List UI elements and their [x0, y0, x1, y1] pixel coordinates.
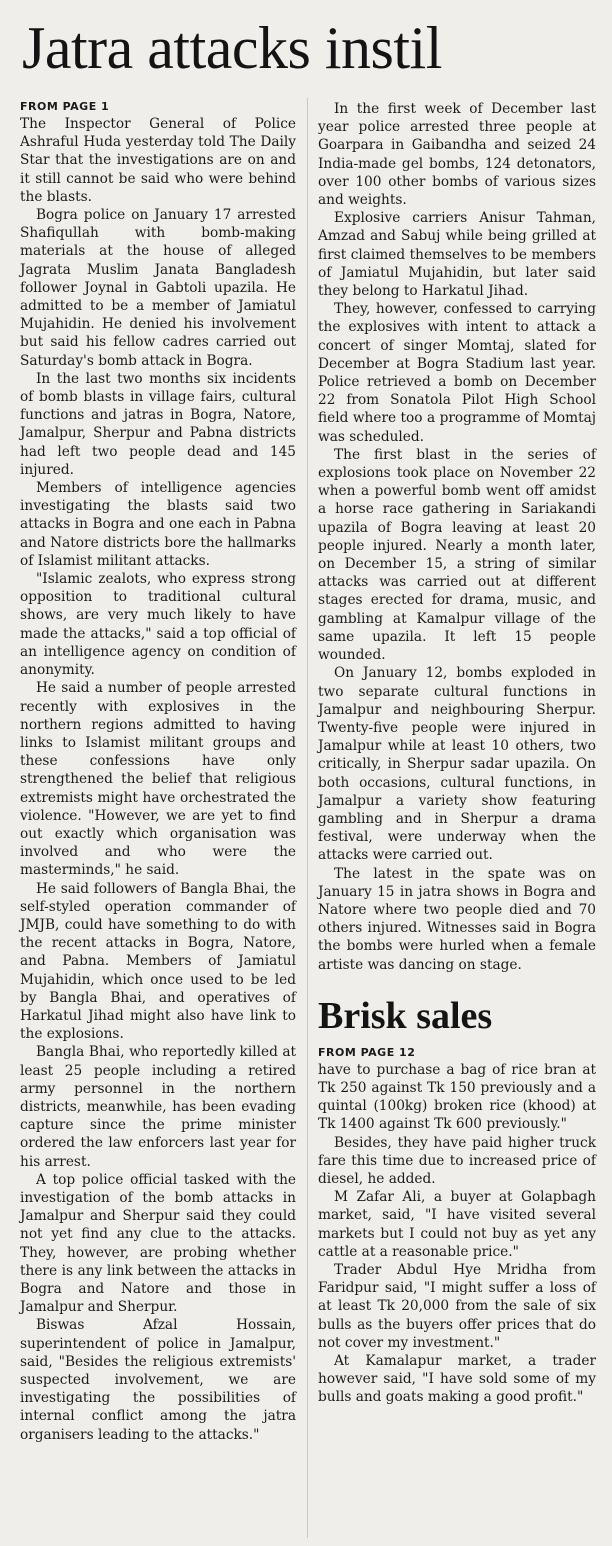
paragraph: Bangla Bhai, who reportedly killed at least 25 people including a retired army personnel in the northern districts, meanwhile, has been evading capture since the prime minister ordered the law enforcers last year for his arrest.: [20, 1044, 296, 1170]
paragraph: Bogra police on January 17 arrested Shafiqullah with bomb-making materials at the house of alleged Jagrata Muslim Janata Bangladesh follower Joynal in Gabtoli upazila. He admitted to be a member of Jamiatul Mujahidin. He denied his involvement but said his fellow cadres carried out Saturday's bomb attack in Bogra.: [20, 207, 296, 369]
headline: Jatra attacks instil: [22, 15, 442, 81]
second-story-headline: Brisk sales: [318, 994, 493, 1037]
paragraph: At Kamalapur market, a trader however said, "I have sold some of my bulls and goats making a good profit.": [318, 1353, 596, 1406]
paragraph: He said a number of people arrested recently with explosives in the northern regions admitted to having links to Islamist militant groups and these confessions have only strengthened the belief that religious extremists might have orchestrated the violence. "However, we are yet to find out exactly which organisation was involved and who were the masterminds," he said.: [20, 680, 296, 879]
paragraph: Explosive carriers Anisur Tahman, Amzad and Sabuj while being grilled at first claimed themselves to be members of Jamiatul Mujahidin, but later said they belong to Harkatul Jihad.: [318, 210, 596, 300]
paragraph: In the first week of December last year police arrested three people at Goarpara in Gaibandha and seized 24 India-made gel bombs, 124 detonators, over 100 other bombs of various sizes and weights.: [318, 101, 596, 209]
paragraph: The latest in the spate was on January 15 in jatra shows in Bogra and Natore where two people died and 70 others injured. Witnesses said in Bogra the bombs were hurled when a female artiste was dancing on stage.: [318, 865, 596, 973]
paragraph: M Zafar Ali, a buyer at Golapbagh market, said, "I have visited several markets but I could not buy as yet any cattle at a reasonable price.": [318, 1189, 596, 1260]
paragraph: Besides, they have paid higher truck fare this time due to increased price of diesel, he added.: [318, 1134, 596, 1187]
second-story-kicker: FROM PAGE 12: [318, 1045, 416, 1059]
paragraph: have to purchase a bag of rice bran at Tk 250 against Tk 150 previously and a quintal (100kg) broken rice (khood) at Tk 1400 against Tk 600 previously.": [318, 1061, 596, 1133]
paragraph: A top police official tasked with the investigation of the bomb attacks in Jamalpur and Sherpur said they could not yet find any clue to the attacks. They, however, are probing whether there is any link between the attacks in Bogra and Natore and those in Jamalpur and Sherpur.: [20, 1171, 296, 1316]
column-divider: [307, 98, 308, 1538]
paragraph: Trader Abdul Hye Mridha from Faridpur said, "I might suffer a loss of at least Tk 20,000 from the sale of six bulls as the buyers offer prices that do not cover my investment.": [318, 1261, 596, 1351]
paragraph: Members of intelligence agencies investigating the blasts said two attacks in Bogra and one each in Pabna and Natore districts bore the hallmarks of Islamist militant attacks.: [20, 480, 296, 569]
story-left-column: [20, 100, 296, 1444]
paragraph: The Inspector General of Police Ashraful Huda yesterday told The Daily Star that the investigations are on and it still cannot be said who were behind the blasts.: [20, 116, 296, 205]
paragraph: "Islamic zealots, who express strong opposition to traditional cultural shows, are very much likely to have made the attacks," said a top official of an intelligence agency on condition of anonymity.: [20, 571, 296, 679]
paragraph: On January 12, bombs exploded in two separate cultural functions in Jamalpur and neighbouring Sherpur. Twenty-five people were injured in Jamalpur while at least 10 others, two critically, in Sherpur sadar upazila. On both occasions, cultural functions, in Jamalpur a variety show featuring gambling and in Sherpur a drama festival, were underway when the attacks were carried out.: [318, 665, 596, 864]
story-kicker: FROM PAGE 1: [20, 100, 110, 113]
paragraph: The first blast in the series of explosions took place on November 22 when a powerful bomb went off amidst a horse race gathering in Sariakandi upazila of Bogra leaving at least 20 people injured. Nearly a month later, on December 15, a string of similar attacks was carried out at different stages erected for drama, music, and gambling at Kamalpur village of the same upazila. It left 15 people wounded.: [318, 446, 596, 664]
paragraph: Biswas Afzal Hossain, superintendent of police in Jamalpur, said, "Besides the religious extremists' suspected involvement, we are investigating the possibilities of internal conflict among the jatra organisers leading to the attacks.": [20, 1317, 296, 1443]
paragraph: They, however, confessed to carrying the explosives with intent to attack a concert of singer Momtaj, slated for December at Bogra Stadium last year. Police retrieved a bomb on December 22 from Sonatola Pilot High School field where too a programme of Momtaj was scheduled.: [318, 301, 596, 445]
story-right-column: [318, 100, 596, 1407]
paragraph: In the last two months six incidents of bomb blasts in village fairs, cultural functions and jatras in Bogra, Natore, Jamalpur, Sherpur and Pabna districts had left two people dead and 145 injured.: [20, 370, 296, 478]
paragraph: He said followers of Bangla Bhai, the self-styled operation commander of JMJB, could have something to do with the recent attacks in Bogra, Natore, and Pabna. Members of Jamiatul Mujahidin, which once used to be led by Bangla Bhai, and operatives of Harkatul Jihad might also have link to the explosions.: [20, 880, 296, 1043]
